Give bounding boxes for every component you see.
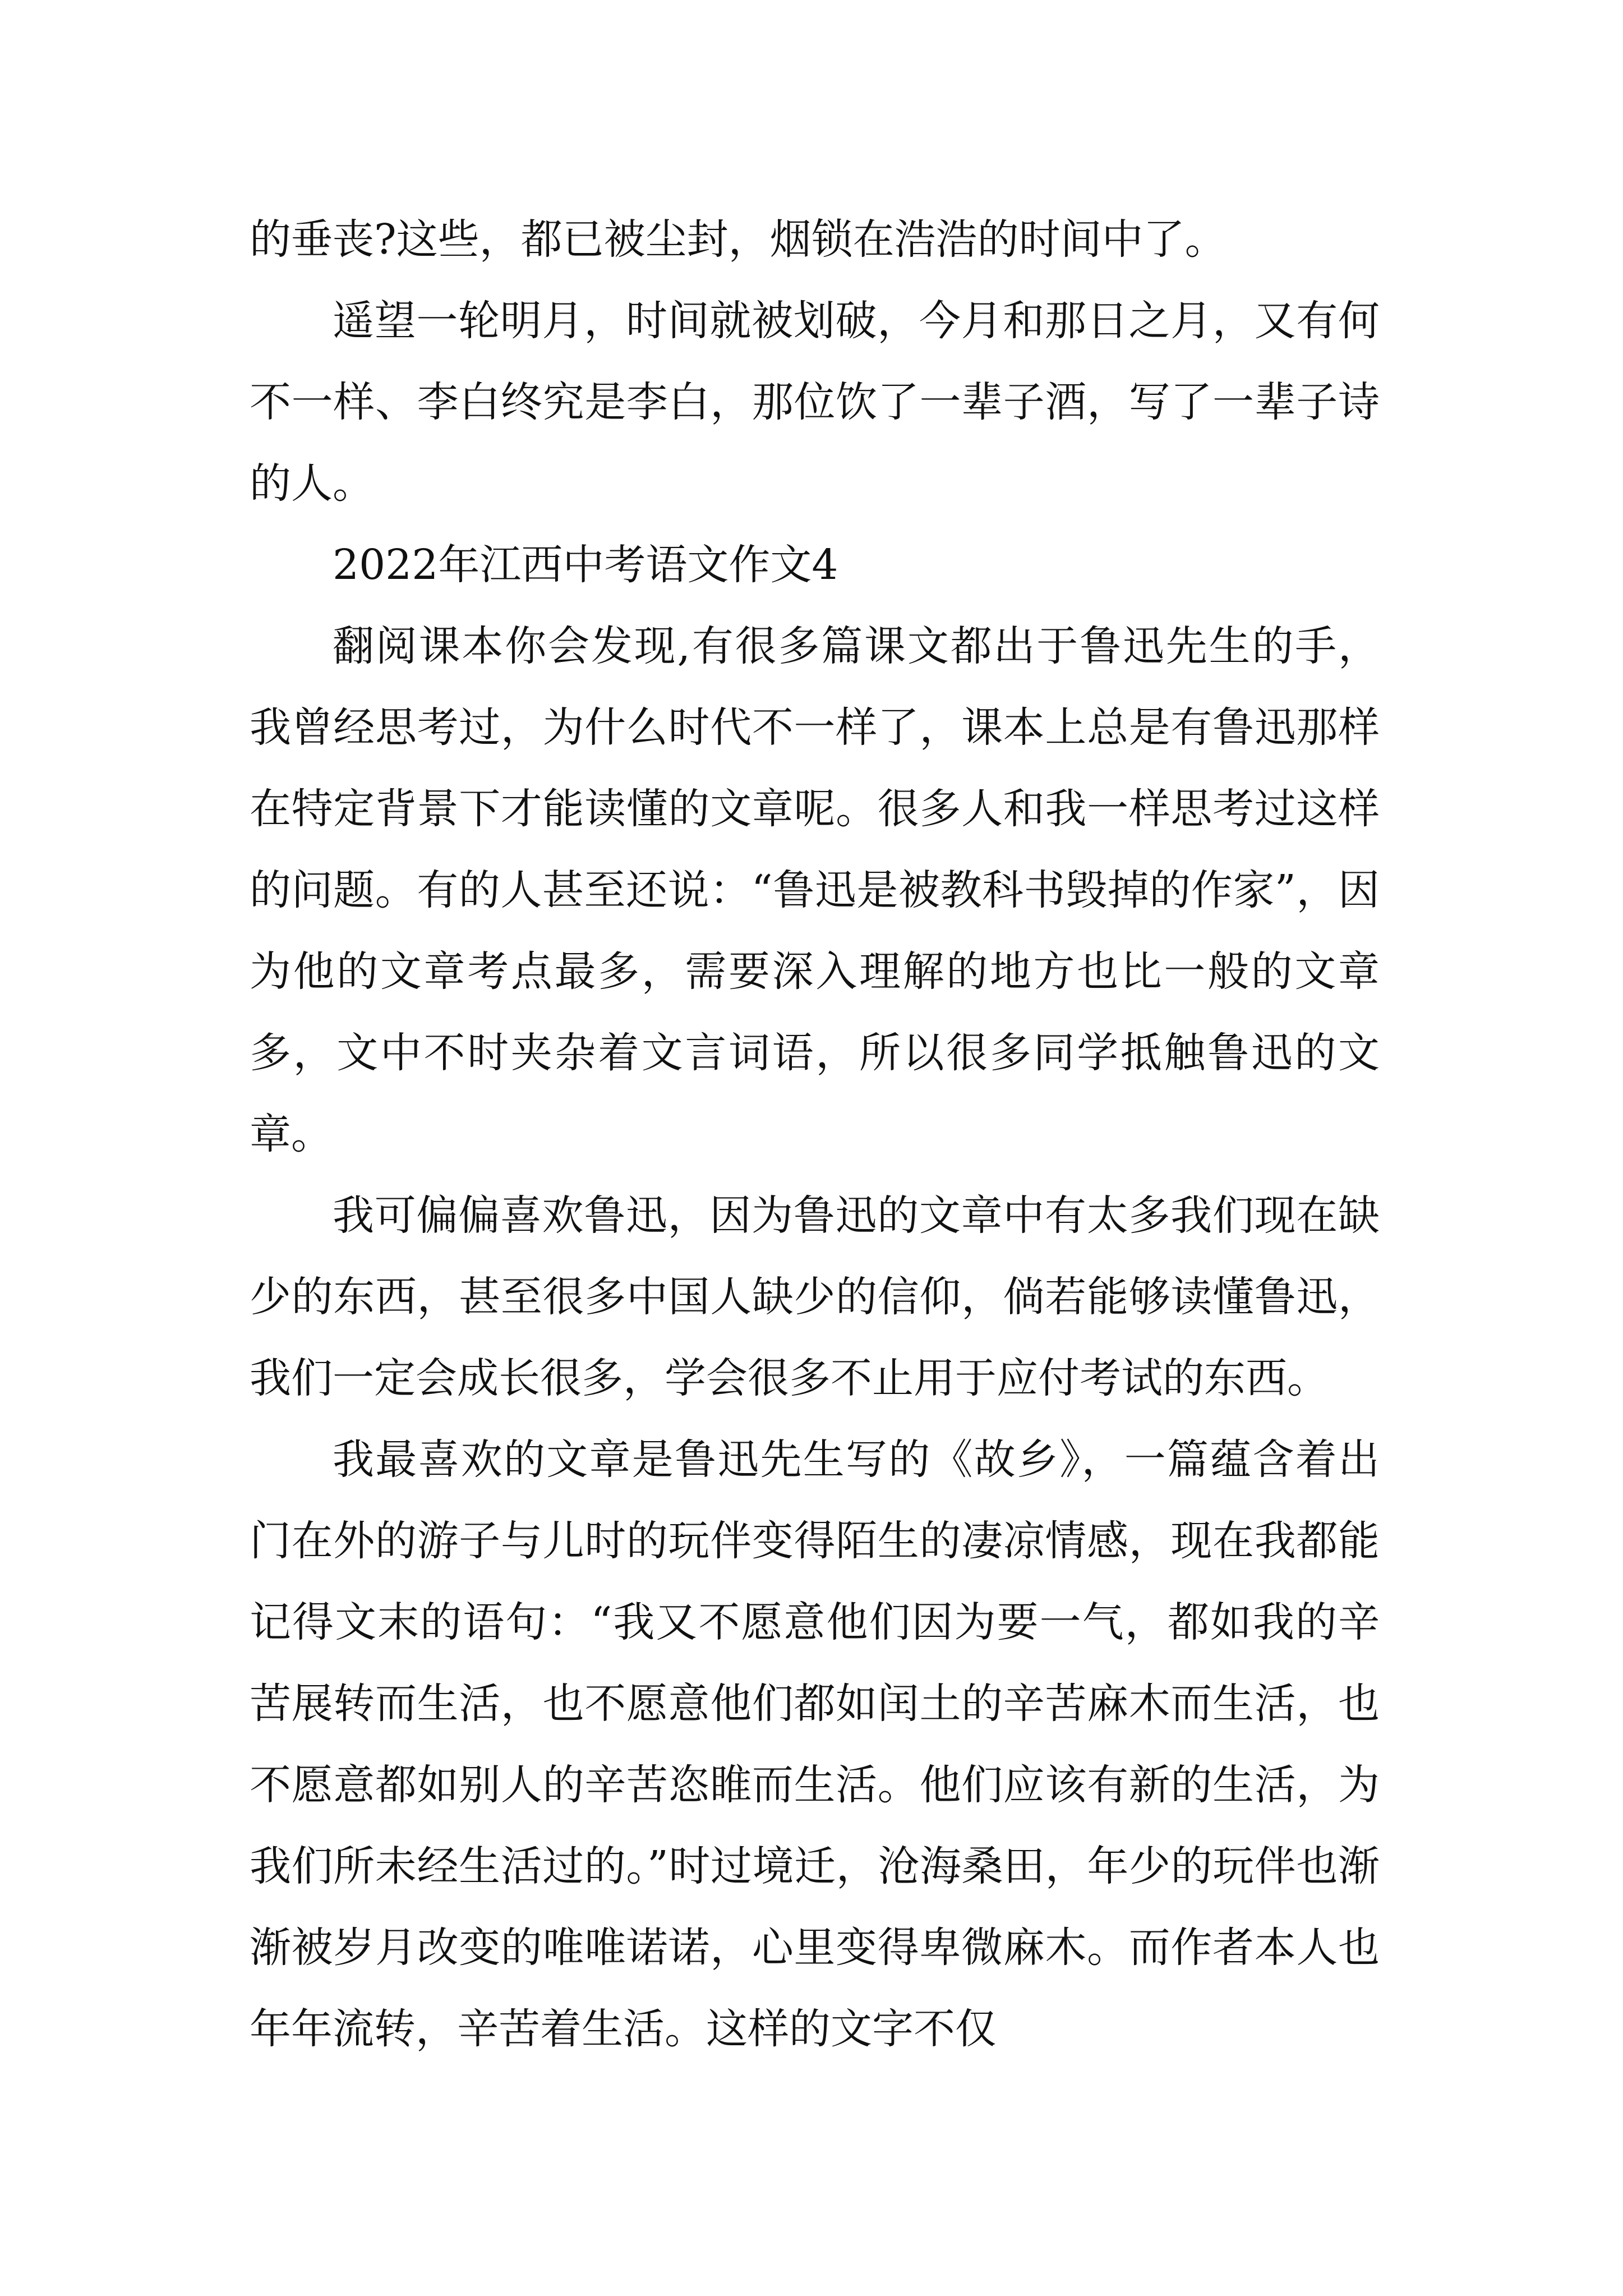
paragraph-like-luxun: 我可偏偏喜欢鲁迅，因为鲁迅的文章中有太多我们现在缺少的东西，甚至很多中国人缺少的信仰，倘若能够读懂鲁迅，我们一定会成长很多，学会很多不止用于应付考试的东西。 bbox=[250, 1191, 1380, 1402]
paragraph-hometown: 我最喜欢的文章是鲁迅先生写的《故乡》，一篇蕴含着出门在外的游子与儿时的玩伴变得陌生的凄凉情感，现在我都能记得文末的语句：“我又不愿意他们因为要一气，都如我的辛苦展转而生活，也不愿意他们都如闰土的辛苦麻木而生活，也不愿意都如别人的辛苦恣睢而生活。他们应该有新的生活，为我们所未经生活过的。”时过境迁，沧海桑田，年少的玩伴也渐渐被岁月改变的唯唯诺诺，心里变得卑微麻木。而作者本人也年年流转，辛苦着生活。这样的文字不仅 bbox=[250, 1435, 1380, 2053]
document-body bbox=[250, 199, 1380, 2070]
paragraph-moon: 遥望一轮明月，时间就被划破，今月和那日之月，又有何不一样、李白终究是李白，那位饮了一辈子酒，写了一辈子诗的人。 bbox=[250, 297, 1380, 508]
section-heading: 2022年江西中考语文作文4 bbox=[333, 541, 838, 589]
paragraph-continuation: 的垂丧?这些，都已被尘封，烟锁在浩浩的时间中了。 bbox=[250, 215, 1227, 264]
paragraph-textbook: 翻阅课本你会发现,有很多篇课文都出于鲁迅先生的手，我曾经思考过，为什么时代不一样了，课本上总是有鲁迅那样在特定背景下才能读懂的文章呢。很多人和我一样思考过这样的问题。有的人甚至还说：“鲁迅是被教科书毁掉的作家”，因为他的文章考点最多，需要深入理解的地方也比一般的文章多，文中不时夹杂着文言词语，所以很多同学抵触鲁迅的文章。 bbox=[250, 622, 1380, 1158]
